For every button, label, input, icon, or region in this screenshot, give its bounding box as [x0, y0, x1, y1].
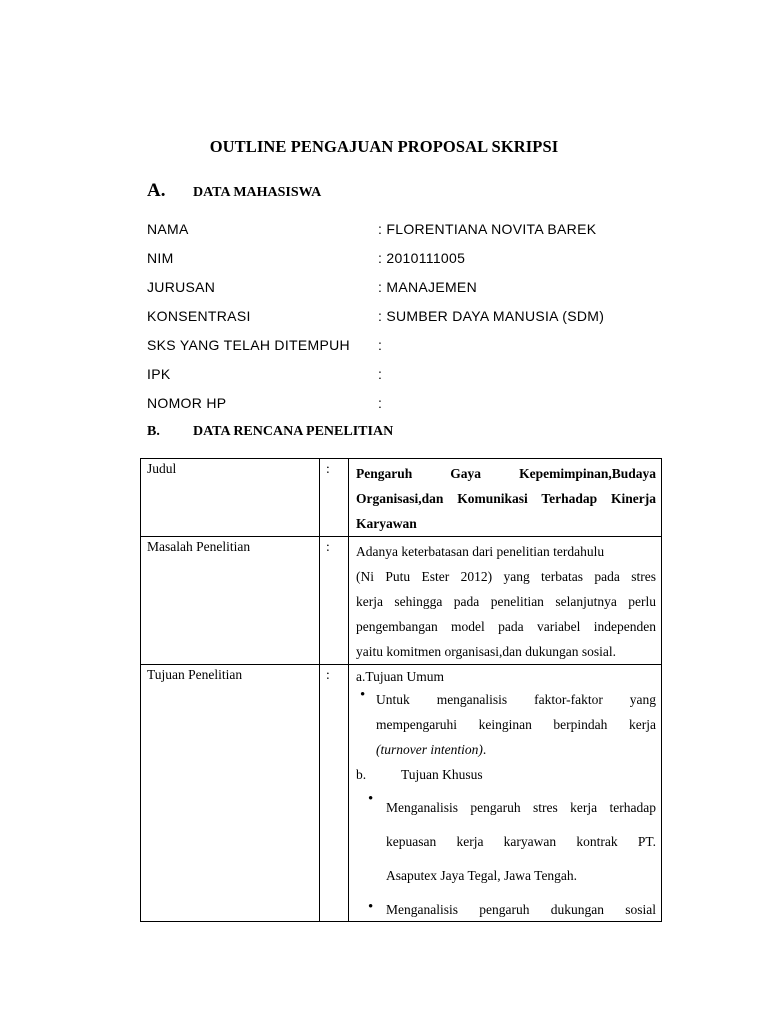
field-value: :: [378, 366, 383, 382]
field-label: NIM: [147, 250, 174, 266]
field-nim: [147, 250, 667, 270]
judul-line: Pengaruh Gaya Kepemimpinan,Budaya: [356, 466, 656, 481]
period: .: [482, 742, 487, 757]
tujuan-khusus-heading: [356, 762, 656, 787]
field-value: : 2010111005: [378, 250, 466, 266]
judul-content: [349, 459, 662, 537]
field-ipk: [147, 366, 667, 386]
field-konsentrasi: [147, 308, 667, 328]
masalah-line: kerja sehingga pada penelitian selanjutnya perlu: [356, 594, 656, 609]
list-item-line: mempengaruhi keinginan berpindah kerja: [376, 717, 656, 732]
section-b-letter: B.: [147, 424, 160, 439]
table-row-judul: [141, 459, 662, 537]
section-a-title: DATA MAHASISWA: [193, 185, 322, 200]
table-row-tujuan: [141, 665, 662, 922]
field-label: NAMA: [147, 221, 189, 237]
khusus-letter: b.: [356, 767, 367, 782]
list-item: [356, 899, 656, 921]
row-colon: :: [320, 537, 349, 665]
field-nomor-hp: [147, 395, 667, 415]
masalah-line: Adanya keterbatasan dari penelitian terdahulu: [356, 544, 605, 559]
list-item-line: [376, 737, 656, 762]
list-item: [356, 687, 656, 762]
row-label: Tujuan Penelitian: [141, 665, 320, 922]
section-a-heading: [147, 180, 321, 202]
field-value: :: [378, 395, 383, 411]
field-label: NOMOR HP: [147, 395, 227, 411]
row-label: Masalah Penelitian: [141, 537, 320, 665]
masalah-line: (Ni Putu Ester 2012) yang terbatas pada stres: [356, 569, 656, 584]
masalah-content: [349, 537, 662, 665]
field-sks: [147, 337, 667, 357]
field-label: JURUSAN: [147, 279, 216, 295]
turnover-intention: (turnover intention): [376, 742, 483, 757]
list-item-line: kepuasan kerja karyawan kontrak PT.: [386, 834, 656, 849]
research-plan-table: [140, 458, 662, 922]
field-value: : MANAJEMEN: [378, 279, 477, 295]
masalah-line: yaitu komitmen organisasi,dan dukungan sosial.: [356, 644, 616, 659]
row-colon: :: [320, 459, 349, 537]
tujuan-umum-heading: a.Tujuan Umum: [356, 669, 445, 684]
list-item-line: Menganalisis pengaruh stres kerja terhadap: [386, 800, 656, 815]
field-label: IPK: [147, 366, 171, 382]
row-colon: :: [320, 665, 349, 922]
field-value: : FLORENTIANA NOVITA BAREK: [378, 221, 597, 237]
field-label: SKS YANG TELAH DITEMPUH: [147, 337, 350, 353]
judul-line: Karyawan: [356, 516, 417, 531]
khusus-title: Tujuan Khusus: [401, 767, 483, 782]
bullet-icon: [368, 791, 373, 808]
section-a-letter: A.: [147, 180, 166, 201]
list-item-line: Untuk menganalisis faktor-faktor yang: [376, 692, 656, 707]
field-label: KONSENTRASI: [147, 308, 251, 324]
field-value: : SUMBER DAYA MANUSIA (SDM): [378, 308, 605, 324]
section-b-heading: [147, 424, 393, 440]
list-item: [356, 791, 656, 893]
judul-line: Organisasi,dan Komunikasi Terhadap Kinerja: [356, 491, 656, 506]
table-row-masalah: [141, 537, 662, 665]
document-title: OUTLINE PENGAJUAN PROPOSAL SKRIPSI: [209, 137, 559, 156]
field-nama: [147, 221, 667, 241]
masalah-line: pengembangan model pada variabel independen: [356, 619, 656, 634]
list-item-line: Asaputex Jaya Tegal, Jawa Tengah.: [386, 868, 578, 883]
field-value: :: [378, 337, 383, 353]
row-label: Judul: [141, 459, 320, 537]
bullet-icon: [368, 899, 373, 916]
tujuan-content: [349, 665, 662, 922]
bullet-icon: [360, 687, 365, 704]
list-item-line: Menganalisis pengaruh dukungan sosial: [386, 902, 656, 917]
section-b-title: DATA RENCANA PENELITIAN: [193, 424, 394, 439]
field-jurusan: [147, 279, 667, 299]
